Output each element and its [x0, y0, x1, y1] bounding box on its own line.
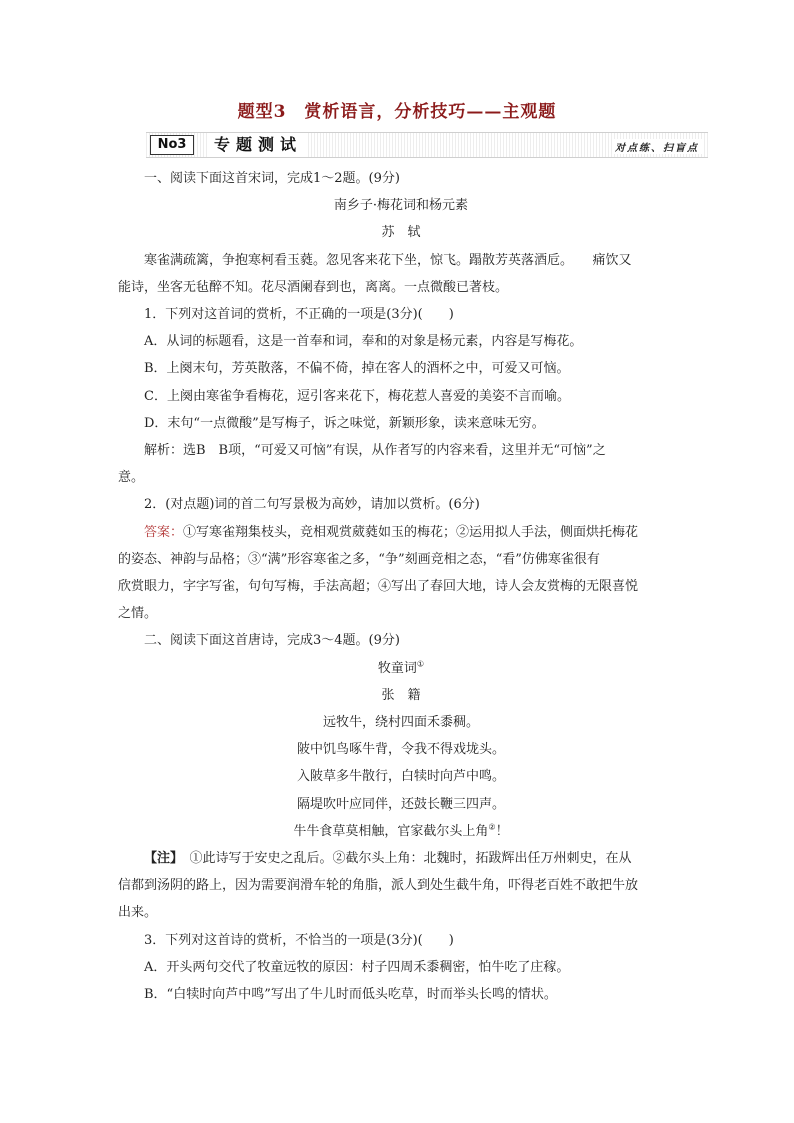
question-1-option-c: C．上阕由寒雀争看梅花，逗引客来花下，梅花惹人喜爱的美姿不言而喻。: [144, 388, 570, 404]
poem2-author: 张 籍: [381, 687, 421, 703]
question-2: 2．(对点题)词的首二句写景极为高妙，请加以赏析。(6分): [144, 497, 480, 513]
poem2-line-text: 牛牛食草莫相触，官家截尔头上角: [293, 823, 489, 839]
note-label: 【注】: [144, 851, 177, 867]
question-3: 3．下列对这首诗的赏析，不恰当的一项是(3分)( ): [144, 932, 454, 948]
question-1-option-b: B．上阕末句，芳英散落，不偏不倚，掉在客人的酒杯之中，可爱又可恼。: [144, 361, 570, 377]
poem2-line: 陂中饥鸟啄牛背，令我不得戏垅头。: [296, 742, 505, 758]
note-text: ①此诗写于安史之乱后。②截尔头上角：北魏时，拓跋辉出任万州刺史，在从: [176, 851, 632, 867]
question-1-option-a: A．从词的标题看，这是一首奉和词，奉和的对象是杨元素，内容是写梅花。: [144, 334, 583, 350]
poem1-title: 南乡子·梅花词和杨元素: [333, 198, 469, 214]
section2-heading: 二、阅读下面这首唐诗，完成3～4题。(9分): [144, 633, 400, 649]
answer-text: ①写寒雀翔集枝头，竞相观赏葳蕤如玉的梅花；②运用拟人手法，侧面烘托梅花: [183, 524, 639, 540]
poem2-note: [118, 845, 684, 872]
poem2-line: 入陂草多牛散行，白犊时向芦中鸣。: [296, 769, 505, 785]
note-text-line: 信都到汤阴的路上，因为需要润滑车轮的角脂，派人到处生截牛角，吓得老百姓不敢把牛放: [118, 878, 639, 894]
page-title: 题型3 赏析语言，分析技巧——主观题: [237, 102, 557, 122]
section1-heading: 一、阅读下面这首宋词，完成1～2题。(9分): [144, 171, 400, 186]
banner-number-badge: No3: [150, 135, 194, 155]
document-body: [118, 165, 684, 1008]
poem1-text-line: 能诗，坐客无毡醉不知。花尽酒阑春到也，离离。一点微酸已著枝。: [118, 279, 509, 295]
question-2-answer: [118, 519, 684, 546]
question-3-option-a: A．开头两句交代了牧童远牧的原因：村子四周禾黍稠密，怕牛吃了庄稼。: [144, 959, 570, 975]
question-1-option-d: D．末句“一点微酸”是写梅子，诉之味觉，新颖形象，读来意味无穷。: [144, 415, 545, 431]
banner-subtitle: 对点练、扫盲点: [612, 139, 702, 154]
poem2-line-end: ！: [495, 823, 509, 839]
poem2-title-text: 牧童词: [377, 660, 417, 676]
banner-title: 专题测试: [208, 133, 308, 157]
question-1-analysis: 解析：选B B项，“可爱又可恼”有误，从作者写的内容来看，这里并无“可恼”之: [144, 443, 606, 459]
question-1: 1．下列对这首词的赏析，不正确的一项是(3分)( ): [144, 307, 454, 323]
answer-text-line: 欣赏眼力，字字写雀，句句写梅，手法高超；④写出了春回大地，诗人会友赏梅的无限喜悦: [118, 579, 639, 595]
answer-text-line: 的姿态、神韵与品格；③“满”形容寒雀之多，“争”刻画竞相之态，“看”仿佛寒雀很有: [118, 551, 600, 567]
answer-label: 答案：: [144, 524, 184, 540]
poem2-line: 隔堤吹叶应同伴，还鼓长鞭三四声。: [296, 796, 505, 812]
poem2-title: [118, 655, 684, 682]
footnote-marker: ①: [416, 659, 425, 669]
answer-text-line: 之情。: [118, 606, 158, 622]
question-1-analysis-cont: 意。: [118, 470, 145, 486]
poem1-text-line: 寒雀满疏篱，争抱寒柯看玉蕤。忽见客来花下坐，惊飞。蹋散芳英落酒卮。 痛饮又: [144, 252, 632, 268]
poem2-line: [118, 818, 684, 845]
section-banner: [146, 132, 708, 158]
poem2-line: 远牧牛，绕村四面禾黍稠。: [322, 715, 479, 731]
question-3-option-b: B．“白犊时向芦中鸣”写出了牛儿时而低头吃草，时而举头长鸣的情状。: [144, 987, 557, 1003]
note-text-line: 出来。: [118, 905, 158, 921]
poem1-author: 苏 轼: [381, 225, 421, 241]
footnote-marker: ②: [488, 822, 496, 832]
